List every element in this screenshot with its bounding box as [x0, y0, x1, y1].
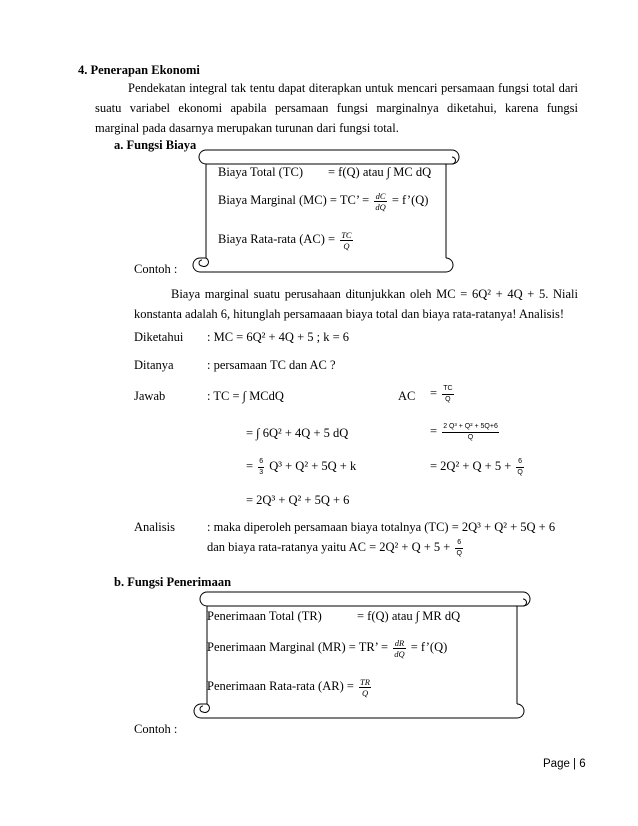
ac-step-3-fraction: $\frac{6}{Q}$	[517, 457, 523, 476]
tc-step-4: = 2Q³ + Q² + 5Q + 6	[246, 493, 350, 507]
penerimaan-tr-label: Penerimaan Total (TR)	[207, 609, 322, 623]
jawab-label: Jawab	[134, 389, 166, 403]
biaya-mc-label: Biaya Marginal (MC) = TC’ =	[218, 193, 370, 207]
tc-step-3-coef: $\frac{6}{3}$	[259, 457, 264, 476]
ac-step-1: = $\frac{TC}{Q}$	[430, 384, 453, 403]
penerimaan-mr-row	[207, 637, 447, 659]
diketahui-label: Diketahui	[134, 330, 184, 344]
ditanya-value: : persamaan TC dan AC ?	[207, 358, 336, 372]
penerimaan-mr-rhs: = f’(Q)	[410, 640, 448, 654]
page-number: Page | 6	[543, 758, 586, 770]
tc-step-3: = $\frac{6}{3}$ Q³ + Q² + 5Q + k	[246, 457, 357, 476]
biaya-mc-row	[218, 190, 428, 212]
penerimaan-mr-label: Penerimaan Marginal (MR) = TR’ =	[207, 640, 389, 654]
biaya-tc-formula: = f(Q) atau ∫ MC dQ	[328, 165, 432, 179]
biaya-ac-label: Biaya Rata-rata (AC) =	[218, 232, 336, 246]
contoh-problem: Biaya marginal suatu perusahaan ditunjukkan oleh MC = 6Q² + 4Q + 5. Niali konstanta adalah 6, hitunglah persamaaan biaya total dan biaya rata-ratanya! Analisis!	[134, 287, 578, 321]
diketahui-value: : MC = 6Q² + 4Q + 5 ; k = 6	[207, 330, 350, 344]
ac-step-2: = $\frac{\text{2 Q³ + Q² + 5Q+6}}{Q}$	[430, 422, 498, 441]
ditanya-label: Ditanya	[134, 358, 174, 372]
ac-step-2-fraction: $\frac{\text{2 Q³ + Q² + 5Q+6}}{Q}$	[443, 422, 498, 441]
contoh-label: Contoh :	[134, 262, 178, 276]
biaya-mc-fraction: $\frac{dC}{dQ}$	[375, 190, 386, 212]
biaya-heading: a. Fungsi Biaya	[114, 138, 197, 152]
penerimaan-ar-row	[207, 676, 373, 698]
penerimaan-contoh-label: Contoh :	[134, 722, 178, 736]
biaya-ac-fraction: $\frac{TC}{Q}$	[341, 229, 352, 251]
biaya-ac-row	[218, 229, 355, 251]
section-intro: Pendekatan integral tak tentu dapat diterapkan untuk mencari persamaan fungsi total dari suatu variabel ekonomi apabila persamaan fungsi marginalnya diketahui, karena fungsi marginal pada dasarnya merupakan turunan dari fungsi total.	[95, 81, 578, 135]
ac-label: AC	[398, 389, 416, 403]
section-heading: 4. Penerapan Ekonomi	[78, 63, 200, 77]
ac-step-1-fraction: $\frac{TC}{Q}$	[443, 384, 453, 403]
penerimaan-heading: b. Fungsi Penerimaan	[114, 575, 232, 589]
analisis-label: Analisis	[134, 520, 175, 534]
penerimaan-ar-label: Penerimaan Rata-rata (AR) =	[207, 679, 354, 693]
penerimaan-ar-fraction: $\frac{TR}{Q}$	[360, 676, 370, 698]
analisis-fraction: $\frac{6}{Q}$	[456, 538, 462, 557]
penerimaan-tr-formula: = f(Q) atau ∫ MR dQ	[357, 609, 461, 623]
penerimaan-mr-fraction: $\frac{dR}{dQ}$	[394, 637, 405, 659]
biaya-mc-rhs: = f’(Q)	[391, 193, 429, 207]
tc-step-2: = ∫ 6Q² + 4Q + 5 dQ	[246, 426, 349, 440]
analisis-line-2: dan biaya rata-ratanya yaitu AC = 2Q² + Q + 5 + $\frac{6}{Q}$	[207, 538, 462, 557]
tc-step-1: : TC = ∫ MCdQ	[207, 389, 284, 403]
analisis-line-1: : maka diperoleh persamaan biaya totalnya (TC) = 2Q³ + Q² + 5Q + 6	[207, 520, 556, 534]
biaya-tc-label: Biaya Total (TC)	[218, 165, 303, 179]
ac-step-3: = 2Q² + Q + 5 + $\frac{6}{Q}$	[430, 457, 523, 476]
